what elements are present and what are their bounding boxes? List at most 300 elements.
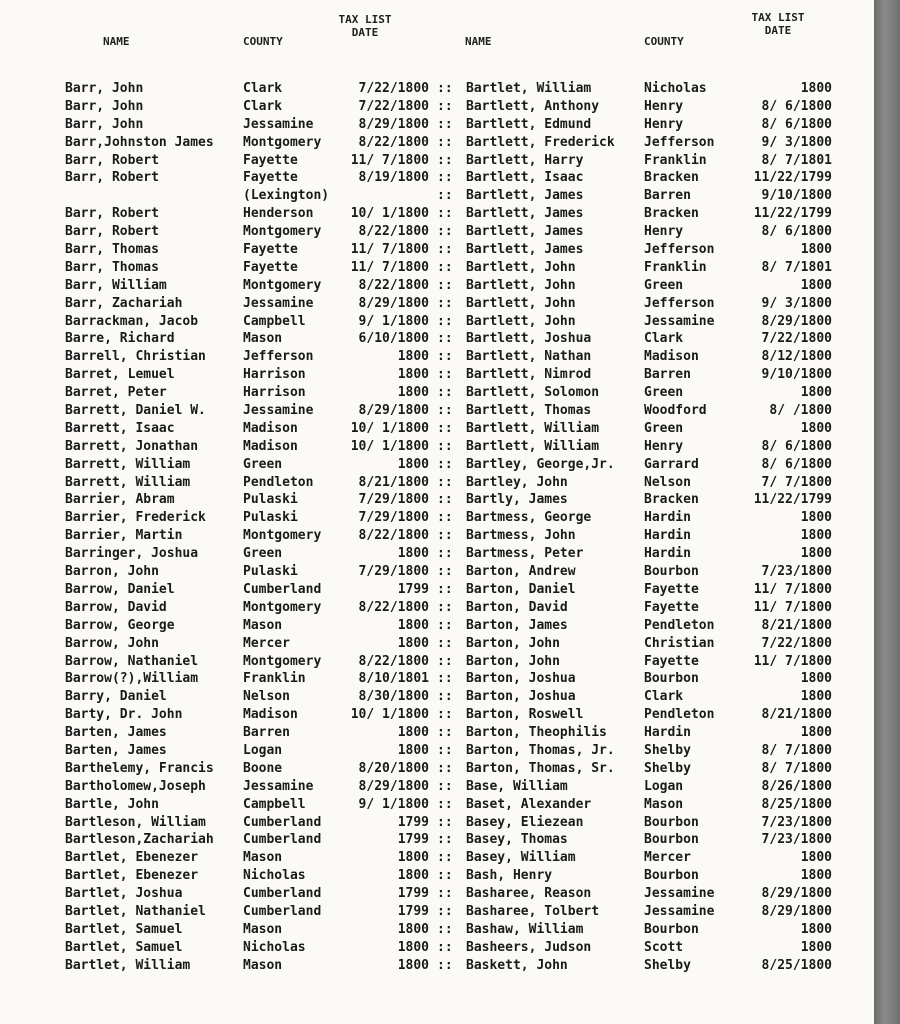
right-date: 11/22/1799 [753,492,832,508]
table-row [0,618,874,636]
right-county: Henry [644,116,684,132]
separator: :: [437,98,453,114]
separator: :: [437,635,453,651]
left-county: Harrison [243,385,306,401]
right-county: Bracken [644,206,699,222]
left-name: Barrier, Frederick [65,510,206,526]
left-county: Nicholas [243,868,306,884]
left-date: 1800 [397,868,429,884]
right-name: Baset, Alexander [466,796,592,812]
separator: :: [437,331,453,347]
table-row [0,242,874,260]
left-date: 8/22/1800 [358,277,429,293]
left-date: 8/22/1800 [358,224,429,240]
left-date: 8/22/1800 [358,528,429,544]
header-taxlist-right-line1: TAX LIST [751,11,805,24]
right-name: Barton, Thomas, Sr. [466,760,615,776]
left-name: Barre, Richard [65,331,175,347]
left-date: 7/29/1800 [358,564,429,580]
table-row [0,779,874,797]
left-date: 1800 [397,921,429,937]
left-county: Mercer [243,635,290,651]
left-name: Barrett, Jonathan [65,438,199,454]
right-name: Bartlett, Nimrod [466,367,592,383]
right-date: 1800 [800,725,832,741]
left-county: Campbell [243,796,306,812]
table-row [0,349,874,367]
right-name: Barton, Thomas, Jr. [466,742,615,758]
left-date: 7/22/1800 [358,81,429,96]
separator: :: [437,81,453,96]
left-county: Cumberland [243,814,322,830]
right-name: Bartlett, James [466,206,584,222]
table-row [0,689,874,707]
right-date: 7/23/1800 [761,814,832,830]
right-name: Bartlett, Edmund [466,116,592,132]
separator: :: [437,367,453,383]
left-date: 1800 [397,635,429,651]
right-county: Nicholas [644,81,707,96]
left-date: 9/ 1/1800 [358,796,429,812]
right-county: Hardin [644,725,691,741]
right-county: Fayette [644,653,699,669]
left-date: 10/ 1/1800 [350,206,429,222]
right-date: 8/ 6/1800 [761,116,832,132]
left-county: Logan [243,742,283,758]
separator: :: [437,939,453,955]
right-county: Clark [644,689,684,705]
right-name: Barton, David [466,599,568,615]
right-date: 1800 [800,671,832,687]
separator: :: [437,510,453,526]
right-date: 8/ 6/1800 [761,456,832,472]
right-date: 9/10/1800 [761,188,832,204]
right-name: Barton, Andrew [466,564,576,580]
left-name: Barr, Robert [65,206,159,222]
right-name: Barton, John [466,635,560,651]
right-county: Shelby [644,760,691,776]
left-name: Barty, Dr. John [65,707,183,723]
table-row [0,832,874,850]
tax-list-table [0,81,874,976]
left-name: Barten, James [65,742,167,758]
table-row [0,296,874,314]
right-date: 9/ 3/1800 [761,295,832,311]
table-row [0,99,874,117]
left-date: 8/22/1800 [358,134,429,150]
right-date: 8/25/1800 [761,796,832,812]
left-name: Bartlet, Ebenezer [65,868,199,884]
right-name: Bartley, George,Jr. [466,456,615,472]
header-taxlist-right-line2: DATE [764,23,792,37]
left-date: 8/22/1800 [358,599,429,615]
left-date: 1800 [397,456,429,472]
left-name: Bartlet, Nathaniel [65,903,206,919]
right-county: Franklin [644,259,707,275]
right-county: Henry [644,224,684,240]
left-date: 8/22/1800 [358,653,429,669]
left-name: Barry, Daniel [65,689,167,705]
header-name-left: NAME [103,35,130,48]
right-date: 7/ 7/1800 [761,474,832,490]
table-row [0,314,874,332]
table-row [0,385,874,403]
right-name: Bartlett, Solomon [466,385,600,401]
right-name: Barton, John [466,653,560,669]
right-county: Shelby [644,957,691,973]
left-name: Barr, Robert [65,170,159,186]
left-date: 10/ 1/1800 [350,438,429,454]
right-date: 1800 [800,689,832,705]
right-county: Jefferson [644,242,715,258]
left-name: Barrow, Daniel [65,581,175,597]
left-county: Mason [243,921,283,937]
left-county: Montgomery [243,277,322,293]
table-row [0,367,874,385]
right-name: Bartmess, Peter [466,546,584,562]
left-county: Madison [243,438,298,454]
right-county: Jefferson [644,134,715,150]
separator: :: [437,385,453,401]
right-date: 8/ 7/1800 [761,760,832,776]
left-county: Madison [243,420,298,436]
left-date: 1800 [397,385,429,401]
left-county: Cumberland [243,581,322,597]
right-county: Fayette [644,581,699,597]
left-county: Montgomery [243,134,322,150]
right-county: Scott [644,939,684,955]
separator: :: [437,403,453,419]
right-date: 1800 [800,420,832,436]
table-row [0,475,874,493]
left-name: Barthelemy, Francis [65,760,214,776]
table-row [0,654,874,672]
right-name: Base, William [466,778,568,794]
left-county: Fayette [243,152,298,168]
separator: :: [437,653,453,669]
left-county: Cumberland [243,903,322,919]
left-date: 11/ 7/1800 [350,259,429,275]
right-county: Jessamine [644,886,715,902]
left-name: Bartlet, Joshua [65,886,183,902]
header-taxlist-right [738,12,818,37]
left-name: Barron, John [65,564,159,580]
table-row [0,743,874,761]
right-date: 1800 [800,528,832,544]
right-county: Bourbon [644,868,699,884]
left-county: Henderson [243,206,314,222]
left-date: 8/29/1800 [358,403,429,419]
right-name: Bartlett, James [466,242,584,258]
left-date: 1800 [397,546,429,562]
left-county: Jefferson [243,349,314,365]
separator: :: [437,313,453,329]
table-row [0,117,874,135]
left-name: Barret, Peter [65,385,167,401]
left-name: Barr, Zachariah [65,295,183,311]
left-date: 8/21/1800 [358,474,429,490]
left-date: 1799 [397,832,429,848]
left-name: Barret, Lemuel [65,367,175,383]
left-name: Barrow, Nathaniel [65,653,199,669]
separator: :: [437,814,453,830]
table-row [0,850,874,868]
left-date: 1800 [397,725,429,741]
right-name: Basharee, Reason [466,886,592,902]
left-county: Green [243,456,283,472]
separator: :: [437,188,453,204]
right-date: 8/21/1800 [761,617,832,633]
table-row [0,958,874,976]
left-date: 7/29/1800 [358,510,429,526]
right-name: Barton, Theophilis [466,725,607,741]
page-edge-shadow [874,0,900,1024]
header-taxlist-left [330,14,400,39]
table-row [0,421,874,439]
right-county: Nelson [644,474,691,490]
left-date: 1799 [397,886,429,902]
left-name: Bartlet, Samuel [65,921,183,937]
right-county: Pendleton [644,617,715,633]
left-county: Fayette [243,242,298,258]
left-county: Mason [243,617,283,633]
right-name: Barton, Daniel [466,581,576,597]
right-date: 11/ 7/1800 [753,581,832,597]
separator: :: [437,689,453,705]
left-county: Montgomery [243,599,322,615]
right-county: Shelby [644,742,691,758]
table-row [0,671,874,689]
right-date: 8/25/1800 [761,957,832,973]
separator: :: [437,528,453,544]
header-taxlist-left-line1: TAX LIST [338,13,392,26]
table-row [0,868,874,886]
right-county: Henry [644,98,684,114]
right-county: Jefferson [644,295,715,311]
right-date: 8/21/1800 [761,707,832,723]
separator: :: [437,134,453,150]
left-name: Bartholomew,Joseph [65,778,206,794]
right-date: 1800 [800,868,832,884]
left-date: 8/29/1800 [358,778,429,794]
right-name: Bartmess, John [466,528,576,544]
left-county: Nicholas [243,939,306,955]
right-date: 8/ 7/1801 [761,152,832,168]
left-date: 1800 [397,939,429,955]
separator: :: [437,152,453,168]
separator: :: [437,546,453,562]
left-date: 7/29/1800 [358,492,429,508]
left-county: Clark [243,81,283,96]
right-name: Bash, Henry [466,868,553,884]
right-name: Bartlett, John [466,313,576,329]
left-county: Pulaski [243,564,298,580]
right-name: Baskett, John [466,957,568,973]
left-date: 7/22/1800 [358,98,429,114]
right-name: Bartlett, John [466,277,576,293]
right-date: 7/22/1800 [761,635,832,651]
right-date: 8/29/1800 [761,313,832,329]
left-county: Green [243,546,283,562]
table-row [0,886,874,904]
left-county: Pulaski [243,492,298,508]
left-name: Barr, William [65,277,167,293]
right-name: Bartmess, George [466,510,592,526]
left-county: Campbell [243,313,306,329]
right-name: Bartlett, John [466,259,576,275]
table-row [0,600,874,618]
right-date: 8/ /1800 [769,403,832,419]
separator: :: [437,832,453,848]
right-county: Pendleton [644,707,715,723]
left-county: Harrison [243,367,306,383]
right-date: 1800 [800,385,832,401]
right-county: Mason [644,796,684,812]
left-name: Barrackman, Jacob [65,313,199,329]
right-date: 7/23/1800 [761,832,832,848]
right-date: 1800 [800,546,832,562]
left-date: 1800 [397,850,429,866]
header-county-right: COUNTY [644,35,684,48]
left-name: Bartleson, William [65,814,206,830]
right-county: Bracken [644,170,699,186]
right-county: Bourbon [644,814,699,830]
left-date: 6/10/1800 [358,331,429,347]
right-county: Henry [644,438,684,454]
right-county: Hardin [644,528,691,544]
separator: :: [437,456,453,472]
table-row [0,922,874,940]
left-name: Bartlet, Ebenezer [65,850,199,866]
table-row [0,797,874,815]
left-county: Pendleton [243,474,314,490]
right-name: Bartlett, Nathan [466,349,592,365]
left-date: 1800 [397,617,429,633]
right-date: 9/10/1800 [761,367,832,383]
separator: :: [437,760,453,776]
right-name: Barton, Joshua [466,689,576,705]
header-taxlist-left-line2: DATE [351,25,379,39]
right-county: Woodford [644,403,707,419]
right-date: 8/ 7/1800 [761,742,832,758]
right-name: Bartlett, Harry [466,152,584,168]
right-name: Bartlett, William [466,420,600,436]
separator: :: [437,903,453,919]
table-row [0,904,874,922]
left-date: 8/20/1800 [358,760,429,776]
left-county: Mason [243,331,283,347]
left-name: Barrow(?),William [65,671,199,687]
left-date: 8/30/1800 [358,689,429,705]
table-row [0,725,874,743]
right-county: Green [644,277,684,293]
table-row [0,707,874,725]
separator: :: [437,850,453,866]
right-date: 7/22/1800 [761,331,832,347]
left-name: Barr, John [65,116,144,132]
separator: :: [437,778,453,794]
right-name: Bartlett, William [466,438,600,454]
separator: :: [437,921,453,937]
right-name: Basey, Eliezean [466,814,584,830]
right-county: Fayette [644,599,699,615]
left-date: 8/29/1800 [358,295,429,311]
right-county: Green [644,420,684,436]
separator: :: [437,224,453,240]
separator: :: [437,277,453,293]
left-county: Nelson [243,689,290,705]
left-name: Barrier, Martin [65,528,183,544]
left-county: Barren [243,725,290,741]
left-name: Barr, Thomas [65,259,159,275]
right-name: Basharee, Tolbert [466,903,600,919]
left-county: (Lexington) [243,188,330,204]
right-county: Jessamine [644,903,715,919]
left-date: 1799 [397,814,429,830]
right-county: Jessamine [644,313,715,329]
separator: :: [437,886,453,902]
separator: :: [437,206,453,222]
right-date: 11/ 7/1800 [753,599,832,615]
right-date: 9/ 3/1800 [761,134,832,150]
header-county-left: COUNTY [243,35,283,48]
right-name: Bartlett, Anthony [466,98,600,114]
right-name: Barton, Roswell [466,707,584,723]
left-date: 8/10/1801 [358,671,429,687]
table-row [0,439,874,457]
left-date: 1799 [397,581,429,597]
left-name: Barr, John [65,98,144,114]
right-date: 8/26/1800 [761,778,832,794]
separator: :: [437,742,453,758]
right-county: Barren [644,367,691,383]
table-row [0,546,874,564]
right-name: Bartlett, James [466,188,584,204]
right-date: 11/ 7/1800 [753,653,832,669]
table-row [0,170,874,188]
left-date: 1800 [397,349,429,365]
right-date: 8/29/1800 [761,886,832,902]
table-row [0,582,874,600]
left-date: 8/19/1800 [358,170,429,186]
left-name: Barrell, Christian [65,349,206,365]
left-name: Barrow, David [65,599,167,615]
left-county: Fayette [243,170,298,186]
header-name-right: NAME [465,35,492,48]
right-county: Bracken [644,492,699,508]
table-row [0,403,874,421]
right-date: 11/22/1799 [753,170,832,186]
right-name: Barton, Joshua [466,671,576,687]
separator: :: [437,492,453,508]
right-date: 8/29/1800 [761,903,832,919]
left-name: Barten, James [65,725,167,741]
right-date: 1800 [800,921,832,937]
right-date: 8/ 6/1800 [761,224,832,240]
left-date: 1799 [397,903,429,919]
table-row [0,510,874,528]
separator: :: [437,259,453,275]
right-county: Franklin [644,152,707,168]
separator: :: [437,868,453,884]
right-name: Basey, Thomas [466,832,568,848]
left-date: 1800 [397,957,429,973]
separator: :: [437,707,453,723]
left-name: Barrow, John [65,635,159,651]
right-county: Logan [644,778,684,794]
left-date: 8/29/1800 [358,116,429,132]
left-county: Jessamine [243,778,314,794]
